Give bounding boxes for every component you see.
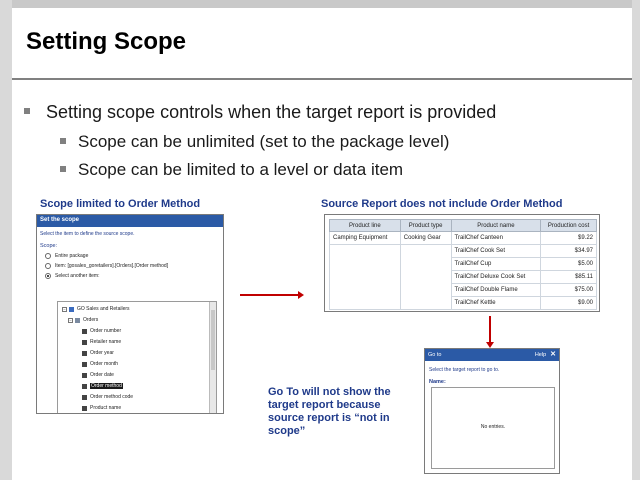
cell-product-name: TrailChef Double Flame [451, 284, 541, 297]
tree-item[interactable] [82, 339, 121, 345]
tree-scrollbar[interactable] [209, 302, 216, 414]
dialog-header-actions [535, 352, 556, 358]
dialog-title: Go to [428, 352, 442, 358]
tree-item[interactable] [82, 394, 133, 400]
bullet-main [24, 102, 496, 123]
tree-label: Orders [83, 317, 99, 323]
table-row [330, 245, 597, 258]
cell-blank [330, 245, 401, 258]
data-item-icon [82, 395, 87, 400]
tree-label: Order method code [90, 394, 134, 400]
cell-blank [400, 271, 451, 284]
tree-item[interactable] [82, 350, 114, 356]
tree-folder-orders[interactable] [68, 317, 98, 323]
cell-product-name: TrailChef Cup [451, 258, 541, 271]
data-item-icon [82, 384, 87, 389]
tree-label: Order month [90, 361, 119, 367]
col-header: Production cost [541, 220, 597, 232]
dialog-header: Set the scope [37, 215, 223, 227]
top-strip [0, 0, 640, 8]
left-border [0, 0, 12, 480]
collapse-icon[interactable]: − [63, 306, 66, 312]
explanation-note: Go To will not show the target report because source report is “not in scope” [268, 386, 391, 437]
scrollbar-thumb[interactable] [211, 310, 215, 370]
arrow-head [298, 291, 304, 299]
cell-cost: $5.00 [541, 258, 597, 271]
radio-button-selected[interactable] [45, 273, 51, 279]
option-label: Select another item: [55, 273, 100, 279]
table-row [330, 232, 597, 245]
right-arrow-icon [240, 294, 300, 296]
empty-message: No entries. [480, 424, 506, 430]
go-to-dialog [424, 348, 560, 474]
name-label: Name: [429, 379, 446, 385]
cell-product-line: Camping Equipment [330, 232, 401, 245]
col-header: Product line [330, 220, 401, 232]
tree-root[interactable] [62, 306, 130, 312]
tree-label: Product name [90, 405, 122, 411]
scope-label: Scope: [40, 243, 58, 249]
bullet-sub [60, 160, 403, 180]
cell-product-name: TrailChef Kettle [451, 297, 541, 310]
cell-cost: $85.11 [541, 271, 597, 284]
table-row [330, 271, 597, 284]
bullet-text: Scope can be unlimited (set to the package level) [78, 132, 450, 151]
dialog-instruction: Select the target report to go to. [429, 367, 500, 373]
table-row [330, 297, 597, 310]
close-icon[interactable]: ✕ [550, 351, 556, 358]
left-caption: Scope limited to Order Method [40, 198, 201, 210]
cell-cost: $9.22 [541, 232, 597, 245]
cell-blank [400, 245, 451, 258]
table-header-row [330, 220, 597, 232]
right-caption: Source Report does not include Order Method [321, 198, 563, 210]
dialog-header [425, 349, 559, 361]
report-table [329, 219, 597, 310]
help-link[interactable]: Help [534, 352, 547, 358]
cell-product-name: TrailChef Cook Set [451, 245, 541, 258]
tree-label: Order date [90, 372, 114, 378]
tree-label: GO Sales and Retailers [77, 306, 130, 312]
scope-option-select-another[interactable] [37, 271, 223, 281]
data-item-icon [82, 340, 87, 345]
cell-product-type: Cooking Gear [400, 232, 451, 245]
cell-product-name: TrailChef Deluxe Cook Set [451, 271, 541, 284]
bullet-text: Scope can be limited to a level or data item [78, 160, 404, 179]
col-header: Product type [400, 220, 451, 232]
source-report [324, 214, 600, 312]
tree-label: Retailer name [90, 339, 122, 345]
bullet-square-icon [60, 166, 66, 172]
bullet-square-icon [24, 108, 30, 114]
cell-cost: $75.00 [541, 284, 597, 297]
tree-item[interactable] [82, 328, 121, 334]
cell-blank [400, 297, 451, 310]
slide-title: Setting Scope [26, 28, 187, 55]
table-row [330, 284, 597, 297]
bullet-text: Setting scope controls when the target report is provided [46, 102, 497, 122]
package-icon [69, 307, 74, 312]
dialog-instruction: Select the item to define the source scope. [40, 231, 135, 237]
folder-icon [75, 318, 80, 323]
tree-label: Order method [91, 383, 122, 389]
bullet-sub [60, 132, 449, 152]
cell-blank [330, 271, 401, 284]
tree-item[interactable] [82, 372, 114, 378]
title-divider [12, 78, 632, 80]
radio-button[interactable] [45, 253, 51, 259]
cell-blank [330, 297, 401, 310]
tree-item-selected[interactable] [82, 383, 123, 389]
cell-blank [330, 258, 401, 271]
scope-option-item[interactable] [37, 261, 223, 271]
title-area [0, 0, 640, 80]
col-header: Product name [451, 220, 541, 232]
cell-blank [330, 284, 401, 297]
data-item-icon [82, 362, 87, 367]
radio-button[interactable] [45, 263, 51, 269]
data-item-icon [82, 351, 87, 356]
scope-option-entire-package[interactable] [37, 251, 223, 261]
tree-item[interactable] [82, 361, 118, 367]
option-label: Item: [gosales_goretailers].[Orders].[Order method] [55, 263, 169, 269]
cell-blank [400, 284, 451, 297]
tree-item[interactable] [82, 405, 121, 411]
cell-product-name: TrailChef Canteen [451, 232, 541, 245]
data-item-icon [82, 329, 87, 334]
bullet-square-icon [60, 138, 66, 144]
cell-blank [400, 258, 451, 271]
target-report-list[interactable] [431, 387, 555, 469]
tree-label: Order number [90, 328, 122, 334]
data-item-tree[interactable] [57, 301, 217, 414]
option-label: Entire package [55, 253, 89, 259]
data-item-icon [82, 406, 87, 411]
cell-cost: $9.00 [541, 297, 597, 310]
cell-cost: $34.97 [541, 245, 597, 258]
tree-label: Order year [90, 350, 114, 356]
collapse-icon[interactable]: − [69, 317, 72, 323]
right-border [632, 0, 640, 480]
table-row [330, 258, 597, 271]
data-item-icon [82, 373, 87, 378]
set-scope-dialog [36, 214, 224, 414]
down-arrow-icon [489, 316, 491, 344]
